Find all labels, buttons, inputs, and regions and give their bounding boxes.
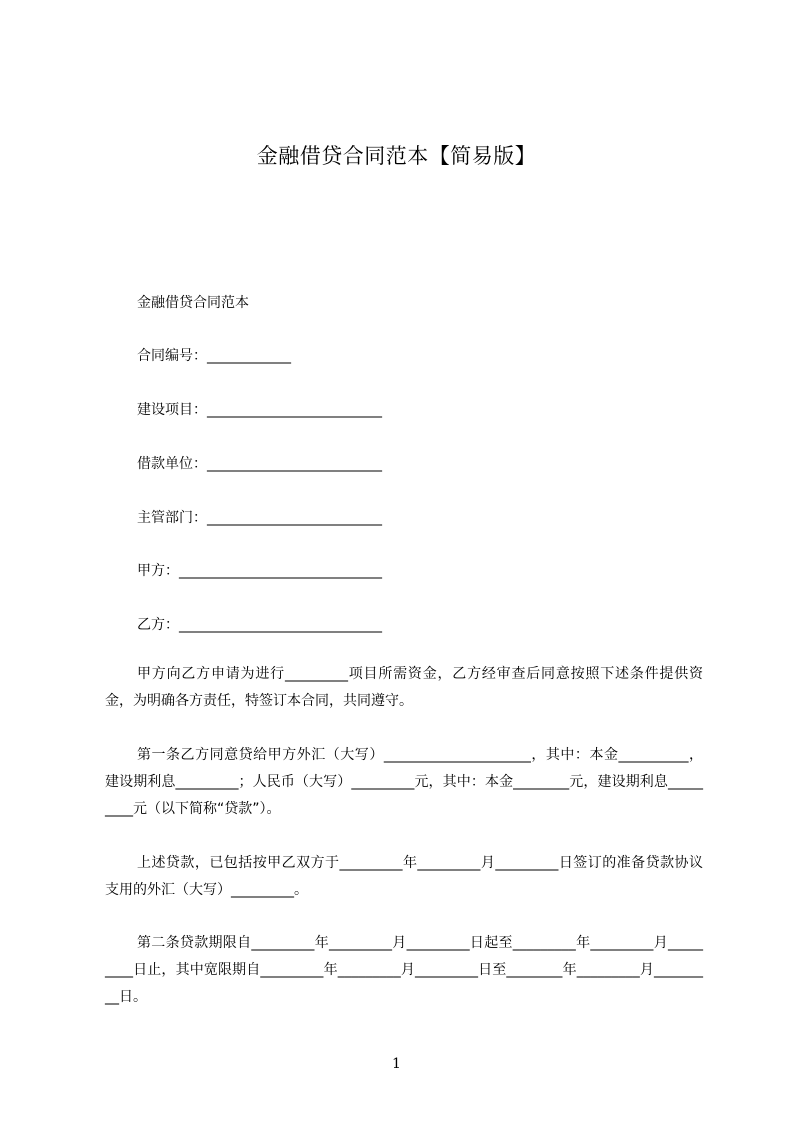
- field-contract-number: 合同编号：____________: [137, 348, 291, 364]
- field-party-b: 乙方：_____________________________: [137, 617, 382, 633]
- field-party-a: 甲方：_____________________________: [137, 563, 382, 579]
- field-construction-project: 建设项目：_________________________: [137, 402, 382, 418]
- document-subtitle: 金融借贷合同范本: [137, 295, 249, 311]
- document-title: 金融借贷合同范本【简易版】: [256, 144, 537, 168]
- page-number: 1: [392, 1056, 401, 1072]
- paragraph-loan-note: 上述贷款，已包括按甲乙双方于_________年_________月_________日签订的准备贷款协议支用的外汇（大写）_________。: [105, 855, 703, 898]
- paragraph-article-1: 第一条乙方同意贷给甲方外汇（大写）_____________________，其中：本金__________，建设期利息_________；人民币（大写）_________元，其中：本金________元，建设期利息_________元（以下简称“贷款”）。: [105, 747, 703, 817]
- paragraph-article-2: 第二条贷款期限自_________年_________月_________日起至_________年_________月_________日止，其中宽限期自_________年_________月_________日至________年_________月_________日。: [105, 935, 703, 1005]
- paragraph-intro: 甲方向乙方申请为进行_________项目所需资金，乙方经审查后同意按照下述条件提供资金，为明确各方责任，特签订本合同，共同遵守。: [105, 666, 703, 709]
- field-supervising-department: 主管部门：_________________________: [137, 510, 382, 526]
- field-borrowing-unit: 借款单位：_________________________: [137, 456, 382, 472]
